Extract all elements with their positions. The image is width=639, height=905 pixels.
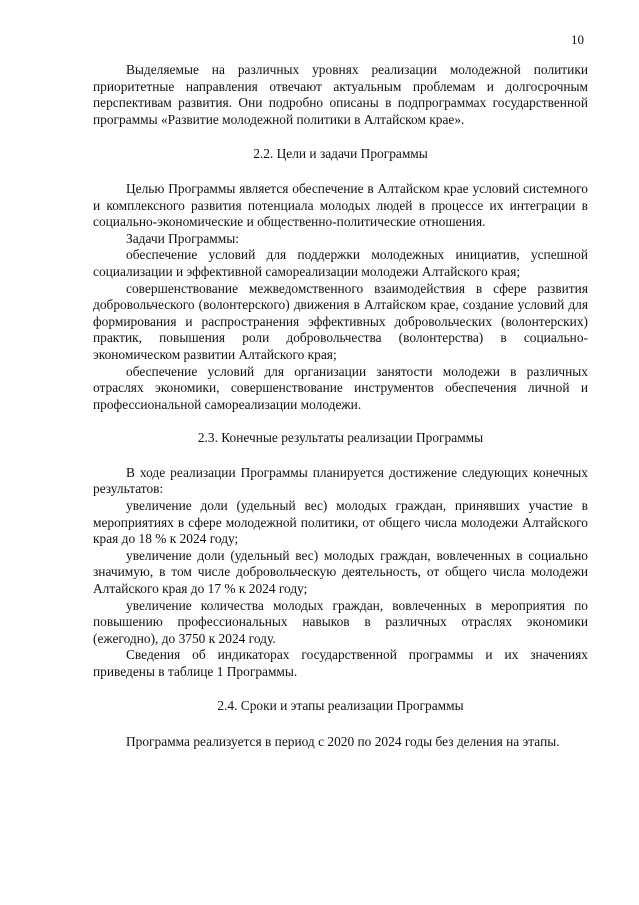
result-item: увеличение доли (удельный вес) молодых граждан, принявших участие в мероприятиях в сфере молодежной политики, от общего числа молодежи Алтайского края до 18 % к 2024 году; xyxy=(93,498,588,547)
indicators-note: Сведения об индикаторах государственной программы и их значениях приведены в таблице 1 Программы. xyxy=(93,647,588,679)
document-body xyxy=(93,62,588,751)
section-2-3-title: 2.3. Конечные результаты реализации Программы xyxy=(197,430,484,446)
results-intro: В ходе реализации Программы планируется достижение следующих конечных результатов: xyxy=(93,464,588,497)
result-item: увеличение доли (удельный вес) молодых граждан, вовлеченных в социально значимую, в том числе добровольческую деятельность, от общего числа молодежи Алтайского края до 17 % к 2024 году; xyxy=(93,547,588,597)
page-number: 10 xyxy=(571,32,584,47)
section-2-2-title: 2.2. Цели и задачи Программы xyxy=(253,146,428,162)
task-item: обеспечение условий для поддержки молодежных инициатив, успешной социализации и эффективной самореализации молодежи Алтайского края; xyxy=(93,247,588,279)
task-item: совершенствование межведомственного взаимодействия в сфере развития добровольческого (волонтерского) движения в Алтайском крае, создание условий для формирования и распространения эффективных добровольческих (волонтерских) практик, повышения роли добровольчества (волонтерства) в социально-экономическом развитии Алтайского края; xyxy=(93,280,588,362)
section-2-4-title: 2.4. Сроки и этапы реализации Программы xyxy=(217,697,464,713)
goal-paragraph: Целью Программы является обеспечение в Алтайском крае условий системного и комплексного развития потенциала молодых людей в процессе их интеграции в социально-экономические и общественно-политические отношения. xyxy=(93,180,588,230)
timeline-paragraph: Программа реализуется в период с 2020 по 2024 годы без деления на этапы. xyxy=(126,734,560,750)
tasks-label: Задачи Программы: xyxy=(126,230,239,246)
intro-paragraph: Выделяемые на различных уровнях реализации молодежной политики приоритетные направления отвечают актуальным проблемам и долгосрочным перспективам развития. Они подробно описаны в подпрограммах государственной программы «Развитие молодежной политики в Алтайском крае». xyxy=(93,62,588,127)
task-item: обеспечение условий для организации занятости молодежи в различных отраслях экономики, совершенствование инструментов обеспечения личной и профессиональной самореализации молодежи. xyxy=(93,363,588,412)
result-item: увеличение количества молодых граждан, вовлеченных в мероприятия по повышению профессиональных навыков в различных отраслях экономики (ежегодно), до 3750 к 2024 году. xyxy=(93,597,588,646)
